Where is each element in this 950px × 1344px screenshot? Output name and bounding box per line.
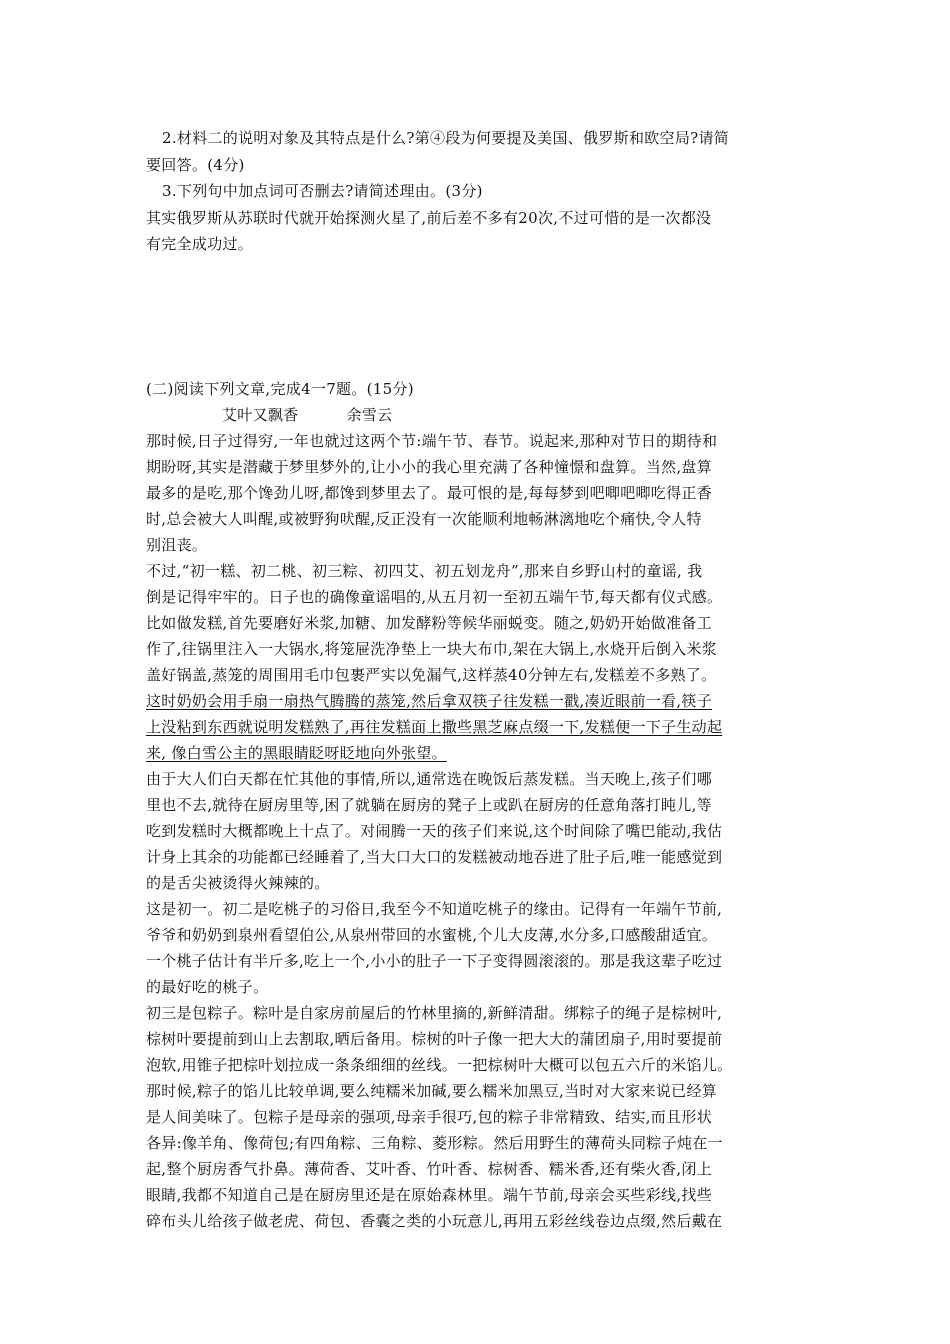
article-line: 的最好吃的桃子。: [146, 978, 269, 996]
question-3-sentence-line-2: 有完全成功过。: [146, 235, 254, 253]
article-line: 倒是记得牢牢的。日子也的确像童谣唱的,从五月初一至初五端午节,每天都有仪式感。: [146, 588, 723, 606]
article-line: 时,总会被大人叫醒,或被野狗吠醒,反正没有一次能顺利地畅淋漓地吃个痛快,令人特: [146, 510, 702, 528]
article-line: 盖好锅盖,蒸笼的周围用毛巾包裹严实以免漏气,这样蒸40分钟左右,发糕差不多熟了。: [146, 666, 717, 684]
article-line: 别沮丧。: [146, 536, 208, 554]
article-line: 起,整个厨房香气扑鼻。薄荷香、艾叶香、竹叶香、棕树香、糯米香,还有柴火香,闭上: [146, 1160, 713, 1178]
article-line: 各异:像羊角、像荷包;有四角粽、三角粽、菱形粽。然后用野生的薄荷头同粽子炖在一: [146, 1134, 723, 1152]
article-line: 最多的是吃,那个馋劲儿呀,都馋到梦里去了。最可恨的是,每每梦到吧唧吧唧吃得正香: [146, 484, 713, 502]
article-line: 作了,往锅里注入一大锅水,将笼屉洗净垫上一块大布巾,架在大锅上,水烧开后倒入米浆: [146, 640, 718, 658]
question-3-sentence-line-1: 其实俄罗斯从苏联时代就开始探测火星了,前后差不多有20次,不过可惜的是一次都没: [146, 209, 712, 227]
article-line: 一个桃子估计有半斤多,吃上一个,小小的肚子一下子变得圆滚滚的。那是我这辈子吃过: [146, 952, 723, 970]
question-2-line-1: 2.材料二的说明对象及其特点是什么?第④段为何要提及美国、俄罗斯和欧空局?请简: [162, 129, 730, 147]
article-line: 这是初一。初二是吃桃子的习俗日,我至今不知道吃桃子的缘由。记得有一年端午节前,: [146, 900, 723, 918]
article-line: 由于大人们白天都在忙其他的事情,所以,通常选在晚饭后蒸发糕。当天晚上,孩子们哪: [146, 770, 713, 788]
article-line-underlined: 这时奶奶会用手扇一扇热气腾腾的蒸笼,然后拿双筷子往发糕一戳,凑近眼前一看,筷子: [146, 692, 713, 710]
article-line: 泡软,用锥子把棕叶划拉成一条条细细的丝线。一把棕树叶大概可以包五六斤的米馅儿。: [146, 1056, 733, 1074]
article-line: 眼睛,我都不知道自己是在厨房里还是在原始森林里。端午节前,母亲会买些彩线,找些: [146, 1186, 713, 1204]
article-line-underlined: 上没粘到东西就说明发糕熟了,再往发糕面上撒些黑芝麻点缀一下,发糕便一下子生动起: [146, 718, 723, 736]
article-line: 比如做发糕,首先要磨好米浆,加糖、加发酵粉等候华丽蜕变。随之,奶奶开始做准备工: [146, 614, 713, 632]
article-line: 期盼呀,其实是潜藏于梦里梦外的,让小小的我心里充满了各种憧憬和盘算。当然,盘算: [146, 458, 713, 476]
section-two-heading: (二)阅读下列文章,完成4一7题。(15分): [146, 380, 414, 398]
article-line: 棕树叶要提前到山上去割取,晒后备用。棕树的叶子像一把大大的蒲团扇子,用时要提前: [146, 1030, 723, 1048]
article-line: 里也不去,就待在厨房里等,困了就躺在厨房的凳子上或趴在厨房的任意角落打盹儿,等: [146, 796, 713, 814]
question-3-line-1: 3.下列句中加点词可否删去?请简述理由。(3分): [162, 182, 483, 200]
article-line: 初三是包粽子。粽叶是自家房前屋后的竹林里摘的,新鲜清甜。绑粽子的绳子是棕树叶,: [146, 1004, 723, 1022]
article-line: 是人间美味了。包粽子是母亲的强项,母亲手很巧,包的粽子非常精致、结实,而且形状: [146, 1108, 713, 1126]
article-line: 吃到发糕时大概都晚上十点了。对闹腾一天的孩子们来说,这个时间除了嘴巴能动,我估: [146, 822, 723, 840]
article-title-line: [222, 402, 886, 428]
article-line: 不过,“初一糕、初二桃、初三粽、初四艾、初五划龙舟”,那来自乡野山村的童谣, 我: [146, 562, 703, 580]
article-title: 艾叶又飘香: [222, 406, 299, 424]
article-line: 爷爷和奶奶到泉州看望伯公,从泉州带回的水蜜桃,个儿大皮薄,水分多,口感酸甜适宜。: [146, 926, 718, 944]
article-line-underlined: 来, 像白雪公主的黑眼睛眨呀眨地向外张望。: [146, 744, 447, 762]
article-author: 余雪云: [346, 406, 393, 424]
article-line: 那时候,日子过得穷,一年也就过这两个节:端午节、春节。说起来,那种对节日的期待和: [146, 432, 718, 450]
question-2-line-2: 要回答。(4分): [146, 156, 245, 174]
article-line: 碎布头儿给孩子做老虎、荷包、香囊之类的小玩意儿,再用五彩丝线卷边点缀,然后戴在: [146, 1212, 723, 1230]
article-line: 的是舌尖被烫得火辣辣的。: [146, 874, 330, 892]
article-line: 计身上其余的功能都已经睡着了,当大口大口的发糕被动地吞进了肚子后,唯一能感觉到: [146, 848, 723, 866]
article-line: 那时候,粽子的馅儿比较单调,要么纯糯米加碱,要么糯米加黑豆,当时对大家来说已经算: [146, 1082, 718, 1100]
